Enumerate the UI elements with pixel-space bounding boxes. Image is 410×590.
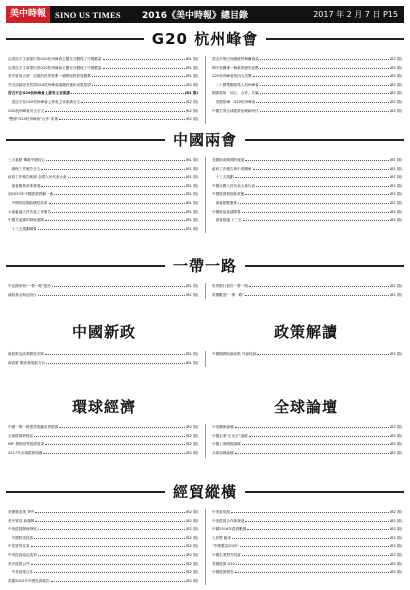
toc-entry-title: 十三五規劃 (212, 175, 234, 180)
toc-entry-page: (B1 期) (185, 166, 198, 171)
toc-entry (212, 551, 402, 560)
dot-leader (92, 81, 185, 86)
dot-leader (31, 560, 185, 565)
section-header-trade (6, 480, 404, 502)
dot-leader (231, 508, 389, 513)
column-divider (205, 157, 206, 233)
toc-entry-title: 三大看點 傳遞中國信心 (8, 158, 46, 162)
dot-leader (38, 551, 185, 556)
toc-entry-title: 中國主導全球經濟治理新時代 (212, 108, 259, 113)
dot-leader (49, 199, 185, 204)
toc-entry-title: 國際視角：信心、合作、共贏 (212, 91, 259, 96)
section-title: 環球經濟 (64, 396, 144, 417)
toc-entry-title: 中美商業合作 (8, 570, 34, 575)
toc-entry-page: (B2 期) (389, 99, 402, 104)
toc-entry-title: 到2020年中國經濟將翻一番 (8, 192, 54, 197)
toc-entry-page: (B2 期) (185, 578, 198, 583)
dot-leader (260, 64, 389, 69)
dot-leader (81, 98, 185, 103)
issue-title: 2016《美中時報》總目錄 (142, 11, 249, 21)
dot-leader (245, 291, 389, 296)
toc-entry (212, 440, 402, 449)
toc-entry (212, 508, 402, 517)
toc-entry-page: (B2 期) (389, 570, 402, 575)
toc-entry-title: 中國政協會議閉幕 (212, 209, 241, 214)
dot-leader (242, 551, 389, 556)
toc-entry-title: 習近平在G20杭州峰會上發表主旨演講全文 (8, 99, 81, 104)
toc-entry-title: IMF 發佈世界經濟展望 (8, 442, 45, 447)
toc-entry-title: 兩會熱點聚焦 (212, 200, 238, 205)
toc-entry-title: 習近平與巴西總統特梅爾會談 (212, 57, 259, 61)
toc-entry (8, 291, 198, 300)
policy-column (212, 350, 402, 359)
dot-leader (34, 432, 185, 437)
toc-entry-page: (B1 期) (389, 209, 402, 214)
dot-leader (245, 517, 388, 522)
toc-entry-page: (B2 期) (185, 552, 198, 557)
toc-entry-title: 中國企業"走出去"論壇 (212, 433, 248, 438)
dot-leader (59, 115, 185, 120)
toc-entry-title: 2017年全球經濟預測 (8, 450, 43, 455)
toc-entry-page: (B2 期) (185, 518, 198, 523)
toc-entry (8, 551, 198, 560)
toc-entry-page: (B1 期) (185, 65, 198, 70)
toc-entry (212, 432, 402, 441)
toc-entry-title: 中美貿易展 (212, 510, 230, 514)
toc-entry-page: (B2 期) (389, 74, 402, 79)
newspaper-logo: 美中時報 (6, 6, 50, 23)
toc-entry-page: (B2 期) (185, 117, 198, 122)
section-title: 經貿縱橫 (165, 481, 245, 502)
toc-entry-page: (B1 期) (185, 192, 198, 197)
toc-entry-title: 美國歡迎"一帶一路" (212, 292, 245, 297)
toc-entry-title: 新政策 國家發展新方向 (8, 360, 46, 365)
dot-leader (41, 165, 184, 170)
toc-entry-title: 中國經濟發展新常態 (212, 192, 245, 197)
g20-right-column (212, 55, 402, 115)
toc-entry-title: 中國對美投資 (8, 535, 34, 540)
dot-leader (38, 291, 185, 296)
toc-entry (8, 560, 198, 569)
toc-entry-page: (B2 期) (389, 442, 402, 447)
dot-leader (245, 190, 388, 195)
dot-leader (253, 72, 389, 77)
trade-left-column (8, 508, 198, 585)
toc-entry (8, 98, 198, 107)
toc-entry (8, 350, 198, 359)
toc-entry (8, 508, 198, 517)
toc-entry (8, 165, 198, 174)
toc-entry (212, 173, 402, 182)
toc-entry (8, 525, 198, 534)
toc-entry (8, 449, 198, 458)
dot-leader (46, 156, 185, 161)
toc-entry-page: (B1 期) (389, 218, 402, 223)
dot-leader (260, 107, 389, 112)
toc-entry (8, 182, 198, 191)
toc-entry-title: G20杭州峰會宣言全文 (8, 108, 45, 113)
toc-entry-page: (B1 期) (389, 183, 402, 188)
toc-entry (8, 432, 198, 441)
toc-entry-page: (B2 期) (389, 57, 402, 61)
toc-entry-title: 新政策為改革開放引路 (8, 352, 44, 356)
toc-entry-title: 中國2016年經濟數據 (212, 527, 247, 532)
toc-entry-page: (B1 期) (389, 192, 402, 197)
toc-entry (8, 216, 198, 225)
toc-entry-page: (B2 期) (185, 442, 198, 447)
dot-leader (238, 199, 389, 204)
toc-entry-page: (B2 期) (389, 450, 402, 455)
toc-entry (8, 440, 198, 449)
toc-entry-page: (B1 期) (185, 284, 198, 288)
toc-entry-title: 大會審議人民代表工作報告 (8, 209, 52, 214)
dot-leader (235, 423, 389, 428)
toc-entry-title: 中美關係論壇 (212, 425, 234, 429)
dot-leader (236, 560, 389, 565)
toc-entry (212, 350, 402, 359)
toc-entry-page: (B2 期) (389, 510, 402, 514)
toc-entry (212, 542, 402, 551)
dot-leader (235, 173, 389, 178)
dot-leader (103, 55, 185, 60)
toc-entry (212, 81, 402, 90)
issue-date: 2017 年 2 月 7 日 P15 (313, 10, 398, 19)
toc-entry-page: (B2 期) (185, 433, 198, 438)
dot-leader (35, 508, 185, 513)
section-header-g20 (6, 27, 404, 49)
toc-entry (8, 72, 198, 81)
dot-leader (256, 182, 389, 187)
paper-name: SINO US TIMES (55, 9, 121, 20)
dot-leader (245, 156, 388, 161)
toc-entry (212, 107, 402, 116)
dot-leader (260, 81, 389, 86)
toc-entry-page: (B2 期) (185, 561, 198, 566)
toc-entry (212, 423, 402, 432)
dot-leader (249, 432, 389, 437)
toc-entry-page: (B1 期) (389, 200, 402, 205)
toc-entry-title: 中國國務院新政策 外商投資 (212, 352, 257, 356)
dot-leader (34, 534, 185, 539)
section-title: G20 杭州峰會 (144, 28, 266, 49)
toc-entry-title: 全球經濟新格局 (8, 433, 34, 438)
toc-entry-page: (B1 期) (185, 74, 198, 79)
belt-road-left-column (8, 282, 198, 299)
new-policy-column (8, 350, 198, 367)
toc-entry-title: "雙創"G20杭州峰會"合作"成果 (8, 117, 58, 122)
column-divider (205, 283, 206, 299)
column-divider (205, 424, 206, 458)
toc-entry-page: (B2 期) (389, 91, 402, 96)
dot-leader (232, 534, 389, 539)
toc-entry-title: 美國智庫：G20杭州峰會 (212, 99, 256, 104)
toc-entry-title: 世界銀行看好一帶一路 (212, 284, 248, 288)
toc-entry-page: (B2 期) (389, 561, 402, 566)
toc-entry (212, 55, 402, 64)
toc-entry (8, 156, 198, 165)
dot-leader (41, 182, 184, 187)
toc-entry-title: 中美貿易往來 (8, 544, 30, 549)
dot-leader (54, 190, 185, 195)
toc-entry (212, 190, 402, 199)
toc-entry-title: 政府工作報告解讀 全國人民代表大會 (8, 175, 67, 180)
belt-road-right-column (212, 282, 402, 299)
masthead-bar (6, 6, 404, 23)
dot-leader (52, 282, 185, 287)
toc-entry (8, 55, 198, 64)
trade-right-column (212, 508, 402, 577)
dot-leader (242, 208, 389, 213)
toc-entry (8, 173, 198, 182)
toc-entry-title: 中亞國家與"一帶一路"建設 (8, 284, 51, 288)
toc-entry (212, 291, 402, 300)
toc-entry-page: (B2 期) (389, 425, 402, 429)
section-header-new-policy (6, 320, 202, 342)
toc-entry-title: 中美投資協定談判 (8, 552, 37, 557)
toc-entry-page: (B1 期) (185, 218, 198, 223)
toc-entry (212, 568, 402, 577)
toc-entry-page: (B2 期) (389, 108, 402, 113)
toc-entry-page: (B1 期) (389, 352, 402, 356)
toc-entry (8, 225, 198, 234)
toc-entry-page: (B2 期) (389, 552, 402, 557)
toc-entry-title: 兩會聚焦改革發展 (8, 183, 41, 188)
toc-entry-page: (B2 期) (185, 535, 198, 540)
toc-entry (8, 568, 198, 577)
toc-entry (8, 534, 198, 543)
dot-leader (51, 577, 185, 582)
dot-leader (247, 525, 388, 530)
toc-entry-title: 習近平在G20杭州峰會上發表主旨演講 (8, 91, 70, 96)
column-divider (205, 509, 206, 585)
toc-entry-title: 開中美關係一個新的歷史起點 (212, 65, 259, 70)
toc-entry (8, 423, 198, 432)
toc-entry-page: (B2 期) (185, 450, 198, 455)
dot-leader (59, 423, 184, 428)
toc-entry-title: 中國企業對外投資 (212, 552, 241, 557)
toc-entry-page: (B2 期) (389, 527, 402, 532)
toc-entry-title: 由習近平主席提出的G20杭州峰會主題充分體現了中國擔當 (8, 65, 102, 70)
toc-entry-title: 美國經濟 G20 (212, 561, 235, 566)
economy-column (8, 423, 198, 457)
toc-entry-title: 美中貿易大使：前進的世界需要一個開放的貿易體系 (8, 74, 91, 79)
dot-leader (240, 542, 389, 547)
toc-entry (212, 199, 402, 208)
column-divider (205, 56, 206, 124)
toc-entry-title: G20杭州峰會的四大亮點 (212, 74, 252, 79)
toc-entry-title: 中國全國人民代表大會代表 (212, 183, 256, 188)
toc-entry-title: 中國共產黨的發展道路 (8, 218, 44, 223)
toc-entry-title: 中國供給側結構性改革 (8, 200, 48, 205)
toc-entry (8, 282, 198, 291)
dot-leader (46, 359, 185, 364)
dot-leader (68, 173, 185, 178)
toc-entry-title: 美中貿易 新趨勢 (8, 518, 35, 523)
section-title: 中國新政 (64, 321, 144, 342)
toc-entry (8, 577, 198, 586)
dot-leader (235, 568, 389, 573)
dot-leader (253, 165, 389, 170)
toc-entry-page: (B2 期) (185, 425, 198, 429)
toc-entry (212, 165, 402, 174)
toc-entry-page: (B2 期) (185, 570, 198, 575)
toc-entry-title: 二十國集團領導人杭州峰會 (212, 82, 259, 87)
toc-entry (212, 517, 402, 526)
section-header-forum (208, 395, 404, 417)
toc-entry-page: (B1 期) (389, 292, 402, 297)
dot-leader (260, 55, 389, 60)
toc-entry (212, 98, 402, 107)
toc-entry-page: (B2 期) (185, 527, 198, 532)
toc-entry-page: (B1 期) (389, 166, 402, 171)
toc-entry (8, 208, 198, 217)
toc-entry-title: 全球治理論壇 (212, 450, 234, 455)
two-sessions-right-column (212, 156, 402, 225)
toc-entry-page: (B2 期) (389, 82, 402, 87)
dot-leader (256, 98, 388, 103)
column-divider (205, 351, 206, 367)
toc-entry (8, 115, 198, 124)
toc-entry-page: (B2 期) (389, 535, 402, 540)
toc-entry-page: (B2 期) (184, 91, 198, 96)
toc-entry-title: 中美經貿合作新發展 (212, 518, 245, 523)
dot-leader (34, 568, 185, 573)
toc-entry (8, 64, 198, 73)
toc-entry (8, 81, 198, 90)
toc-entry-page: (B2 期) (185, 108, 198, 113)
toc-entry-page: (B2 期) (389, 65, 402, 70)
toc-entry (212, 72, 402, 81)
section-header-two-sessions (6, 128, 404, 150)
toc-entry (212, 208, 402, 217)
toc-entry-page: (B1 期) (185, 183, 198, 188)
toc-entry-page: (B1 期) (185, 57, 198, 61)
toc-entry (8, 199, 198, 208)
dot-leader (71, 89, 184, 94)
toc-entry-title: "中國製造2025" (212, 544, 239, 549)
section-title: 政策解讀 (266, 321, 346, 342)
toc-entry-title: 政府工作報告與中美關係 (212, 166, 252, 171)
dot-leader (35, 517, 184, 522)
forum-column (212, 423, 402, 457)
toc-entry-page: (B2 期) (185, 510, 198, 514)
toc-entry (212, 216, 402, 225)
toc-entry-page: (B1 期) (185, 226, 198, 231)
toc-entry-title: 中國經濟增長 (212, 570, 234, 575)
toc-entry-title: 美國製造業 TPP (8, 510, 34, 514)
dot-leader (257, 350, 388, 355)
dot-leader (242, 440, 389, 445)
g20-left-column (8, 55, 198, 124)
toc-entry (212, 156, 402, 165)
toc-entry-page: (B2 期) (389, 544, 402, 549)
dot-leader (260, 89, 389, 94)
section-title: 中國兩會 (165, 129, 245, 150)
section-title: 一帶一路 (165, 255, 245, 276)
toc-entry (8, 542, 198, 551)
two-sessions-left-column (8, 156, 198, 233)
toc-entry-page: (B1 期) (389, 284, 402, 288)
dot-leader (45, 350, 185, 355)
toc-entry-title: 美中經貿合作 (8, 561, 30, 566)
dot-leader (103, 64, 185, 69)
section-header-economy (6, 395, 202, 417)
dot-leader (235, 449, 389, 454)
toc-entry (212, 525, 402, 534)
toc-entry-page: (B2 期) (185, 82, 198, 87)
toc-entry-page: (B1 期) (185, 209, 198, 214)
toc-entry-title: 絲路基金與亞投行 (8, 292, 37, 297)
toc-entry-page: (B2 期) (389, 433, 402, 438)
toc-entry-page: (B1 期) (185, 360, 198, 365)
dot-leader (38, 225, 185, 230)
toc-entry-title: 中國上海國際論壇 (212, 442, 241, 447)
toc-entry-page: (B1 期) (185, 352, 198, 356)
toc-entry (212, 64, 402, 73)
toc-entry-page: (B1 期) (185, 158, 198, 162)
dot-leader (31, 542, 185, 547)
dot-leader (45, 107, 185, 112)
toc-entry (8, 359, 198, 368)
toc-entry-title: 中國一帶一路建設推動世界經濟 (8, 425, 59, 429)
toc-entry (8, 107, 198, 116)
toc-entry (8, 89, 198, 98)
toc-entry-title: 美國兩會期間的報道 (212, 158, 245, 162)
toc-entry-page: (B2 期) (389, 518, 402, 523)
toc-entry-title: 美國2015年中國投資報告 (8, 578, 50, 583)
toc-entry-title: 由習近平主席提出的G20杭州峰會主題充分體現了中國擔當 (8, 57, 102, 61)
dot-leader (52, 208, 185, 213)
toc-entry-title: 人民幣 匯率 (212, 535, 232, 540)
dot-leader (38, 525, 185, 530)
toc-entry (8, 190, 198, 199)
toc-entry-title: 兩會熱議 十三五 (212, 218, 242, 223)
toc-entry-page: (B1 期) (185, 175, 198, 180)
dot-leader (45, 440, 185, 445)
dot-leader (249, 282, 389, 287)
toc-entry-title: 十三五規劃綱要 (8, 226, 37, 231)
toc-entry (212, 182, 402, 191)
toc-entry-title: 中美經貿關係發展 (8, 527, 37, 532)
toc-entry-page: (B1 期) (389, 175, 402, 180)
dot-leader (92, 72, 185, 77)
toc-entry-title: 總理工作報告全文 (8, 166, 41, 171)
toc-entry (212, 449, 402, 458)
section-header-policy (208, 320, 404, 342)
toc-entry (212, 534, 402, 543)
dot-leader (45, 216, 185, 221)
toc-entry-page: (B1 期) (185, 292, 198, 297)
toc-entry-page: (B1 期) (185, 200, 198, 205)
toc-entry (212, 89, 402, 98)
toc-entry-page: (B2 期) (185, 544, 198, 549)
dot-leader (243, 216, 389, 221)
dot-leader (43, 449, 184, 454)
section-header-belt-road (6, 254, 404, 276)
toc-entry (8, 517, 198, 526)
toc-entry (212, 560, 402, 569)
toc-entry-page: (B2 期) (185, 99, 198, 104)
section-title: 全球論壇 (266, 396, 346, 417)
toc-entry-page: (B1 期) (389, 158, 402, 162)
toc-entry-title: 外交部副部長答問G20杭州峰會議題設置和成果展望 (8, 82, 91, 87)
toc-entry (212, 282, 402, 291)
